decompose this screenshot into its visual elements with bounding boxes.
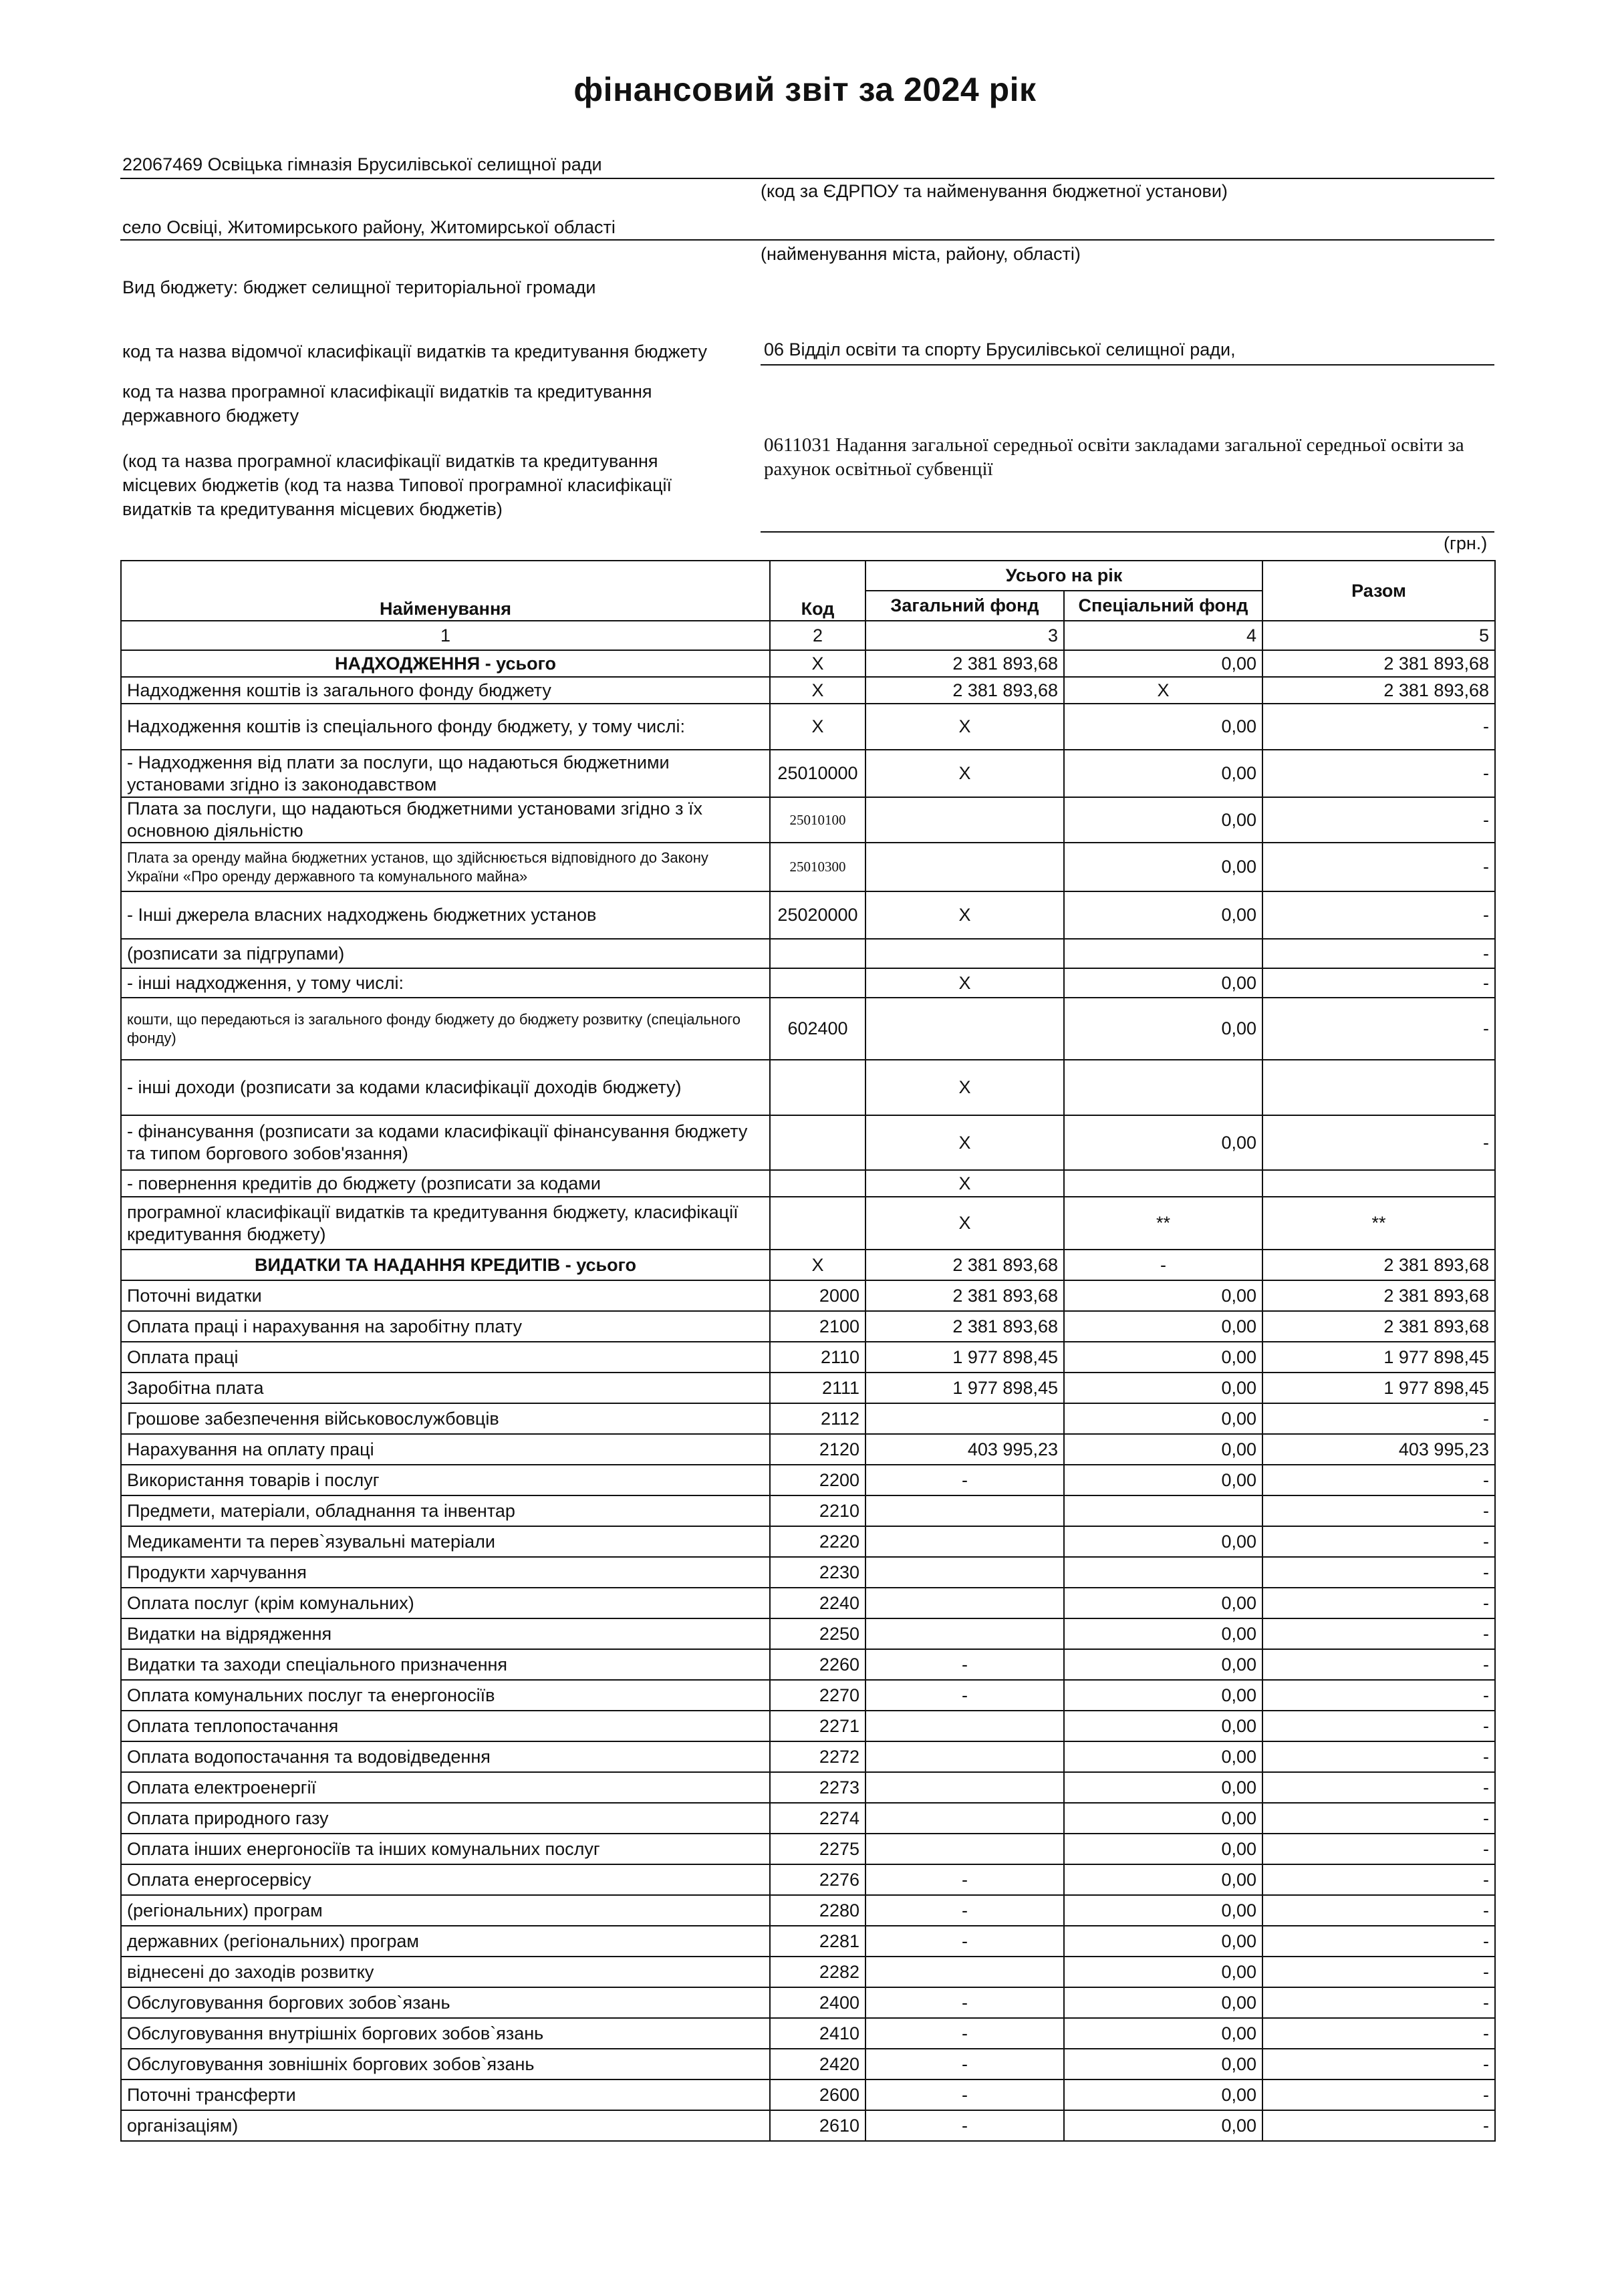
row-special-fund: 0,00 [1064,1680,1262,1711]
row-special-fund [1064,1170,1262,1197]
table-row [121,1060,1495,1115]
row-special-fund: ** [1064,1197,1262,1250]
table-row [121,1987,1495,2018]
row-special-fund: 0,00 [1064,1588,1262,1618]
row-total: 2 381 893,68 [1262,677,1495,704]
row-name: Грошове забезпечення військовослужбовців [121,1403,770,1434]
row-special-fund: 0,00 [1064,1741,1262,1772]
row-name: - Надходження від плати за послуги, що надаються бюджетними установами згідно із законодавством [121,750,770,797]
row-special-fund: 0,00 [1064,2110,1262,2141]
row-code: X [770,650,865,677]
row-general-fund: 2 381 893,68 [865,1250,1064,1280]
row-special-fund: 0,00 [1064,1403,1262,1434]
row-special-fund: 0,00 [1064,1280,1262,1311]
row-name: - інші доходи (розписати за кодами класифікації доходів бюджету) [121,1060,770,1115]
table-row [121,1465,1495,1495]
row-total: - [1262,1465,1495,1495]
table-header-row-top [121,561,1495,591]
row-code: X [770,1250,865,1280]
table-row [121,677,1495,704]
table-row [121,1711,1495,1741]
row-total: - [1262,1495,1495,1526]
row-general-fund [865,1526,1064,1557]
row-special-fund: 0,00 [1064,1465,1262,1495]
row-special-fund: 0,00 [1064,1342,1262,1373]
row-special-fund: 0,00 [1064,1834,1262,1864]
row-special-fund: 0,00 [1064,1311,1262,1342]
row-name: Предмети, матеріали, обладнання та інвентар [121,1495,770,1526]
table-row [121,1926,1495,1957]
row-total: 2 381 893,68 [1262,650,1495,677]
row-general-fund [865,1403,1064,1434]
row-general-fund: 2 381 893,68 [865,650,1064,677]
row-code [770,1197,865,1250]
table-row [121,939,1495,968]
table-row [121,1864,1495,1895]
row-total: - [1262,1588,1495,1618]
row-code: X [770,677,865,704]
row-total: - [1262,1957,1495,1987]
row-general-fund: - [865,1864,1064,1895]
row-code: 2220 [770,1526,865,1557]
row-code: 2111 [770,1373,865,1403]
table-row [121,998,1495,1060]
row-name: Видатки на відрядження [121,1618,770,1649]
row-general-fund: X [865,1115,1064,1170]
table-row [121,650,1495,677]
row-special-fund: 0,00 [1064,650,1262,677]
row-code: 2610 [770,2110,865,2141]
row-code [770,1170,865,1197]
row-total: - [1262,797,1495,843]
table-row [121,1311,1495,1342]
row-total: - [1262,891,1495,939]
row-special-fund: 0,00 [1064,1649,1262,1680]
table-row [121,1434,1495,1465]
table-row [121,1772,1495,1803]
table-row [121,750,1495,797]
row-general-fund: 2 381 893,68 [865,677,1064,704]
row-code: 25020000 [770,891,865,939]
program-classification-value: 0611031 Надання загальної середньої освіти закладами загальної середньої освіти за рахунок освітньої субвенції [764,434,1464,480]
row-name: державних (регіональних) програм [121,1926,770,1957]
row-general-fund: X [865,1060,1064,1115]
row-name: Продукти харчування [121,1557,770,1588]
row-name: кошти, що передаються із загального фонду бюджету до бюджету розвитку (спеціального фонду) [121,998,770,1060]
table-row [121,1342,1495,1373]
row-total: - [1262,750,1495,797]
row-special-fund [1064,1060,1262,1115]
row-code: 2210 [770,1495,865,1526]
row-code: 25010300 [770,843,865,891]
table-row [121,1170,1495,1197]
table-row [121,2079,1495,2110]
row-code: 2200 [770,1465,865,1495]
header-name: Найменування [121,561,770,621]
row-code [770,1060,865,1115]
row-general-fund [865,1588,1064,1618]
table-row [121,843,1495,891]
row-code: 2272 [770,1741,865,1772]
row-total: - [1262,2110,1495,2141]
row-name: Оплата водопостачання та водовідведення [121,1741,770,1772]
row-name: Надходження коштів із спеціального фонду бюджету, у тому числі: [121,704,770,750]
row-general-fund [865,1495,1064,1526]
row-general-fund [865,1711,1064,1741]
row-code: 2112 [770,1403,865,1434]
table-row [121,1557,1495,1588]
dept-underline [761,364,1494,366]
row-special-fund: 0,00 [1064,891,1262,939]
row-name: Оплата енергосервісу [121,1864,770,1895]
table-row [121,1250,1495,1280]
table-row [121,1526,1495,1557]
row-special-fund: 0,00 [1064,1957,1262,1987]
row-general-fund [865,1741,1064,1772]
row-total: - [1262,1618,1495,1649]
row-general-fund: - [865,2110,1064,2141]
row-general-fund: X [865,891,1064,939]
row-special-fund: 0,00 [1064,968,1262,998]
dept-classification-value: 06 Відділ освіти та спорту Брусилівської селищної ради, [764,339,1236,360]
row-name: (розписати за підгрупами) [121,939,770,968]
row-name: Оплата теплопостачання [121,1711,770,1741]
table-row [121,1618,1495,1649]
table-body [121,650,1495,2141]
row-total: - [1262,2018,1495,2049]
row-general-fund: X [865,968,1064,998]
row-code: 2276 [770,1864,865,1895]
row-special-fund: 0,00 [1064,1987,1262,2018]
row-general-fund: 1 977 898,45 [865,1342,1064,1373]
row-total: 2 381 893,68 [1262,1250,1495,1280]
row-name: Оплата природного газу [121,1803,770,1834]
header-general-fund: Загальний фонд [865,591,1064,621]
program-underline [761,531,1494,533]
row-code: 2230 [770,1557,865,1588]
row-special-fund: 0,00 [1064,1115,1262,1170]
row-general-fund [865,843,1064,891]
row-code [770,939,865,968]
row-code: 602400 [770,998,865,1060]
table-row [121,968,1495,998]
row-name: ВИДАТКИ ТА НАДАННЯ КРЕДИТІВ - усього [121,1250,770,1280]
row-code: 2400 [770,1987,865,2018]
row-general-fund: - [865,2018,1064,2049]
row-code: 2600 [770,2079,865,2110]
row-general-fund [865,1834,1064,1864]
row-name: Поточні трансферти [121,2079,770,2110]
row-code: 2274 [770,1803,865,1834]
row-name: Використання товарів і послуг [121,1465,770,1495]
row-general-fund [865,1772,1064,1803]
row-general-fund: - [865,1895,1064,1926]
row-name: Обслуговування боргових зобов`язань [121,1987,770,2018]
row-total: 1 977 898,45 [1262,1373,1495,1403]
row-code: 2260 [770,1649,865,1680]
row-total: - [1262,843,1495,891]
row-code: 2110 [770,1342,865,1373]
row-name: - Інші джерела власних надходжень бюджетних установ [121,891,770,939]
currency-unit: (грн.) [1444,533,1488,553]
table-row [121,1588,1495,1618]
row-name: Надходження коштів із загального фонду бюджету [121,677,770,704]
row-code: 2240 [770,1588,865,1618]
row-special-fund: 0,00 [1064,1772,1262,1803]
row-special-fund [1064,1557,1262,1588]
row-code: X [770,704,865,750]
table-row [121,1741,1495,1772]
row-code: 2281 [770,1926,865,1957]
row-code: 2282 [770,1957,865,1987]
row-total: - [1262,1649,1495,1680]
program-classification-label: код та назва програмної класифікації видатків та кредитування державного бюджету [122,382,652,426]
table-row [121,2018,1495,2049]
row-total: - [1262,2079,1495,2110]
table-row [121,891,1495,939]
row-total: - [1262,1557,1495,1588]
row-total: - [1262,998,1495,1060]
location-caption: (найменування міста, району, області) [761,244,1081,264]
row-name: Обслуговування зовнішніх боргових зобов`язань [121,2049,770,2079]
column-number: 2 [770,621,865,650]
row-general-fund [865,797,1064,843]
row-name: організаціям) [121,2110,770,2141]
institution-caption: (код за ЄДРПОУ та найменування бюджетної установи) [761,181,1228,201]
row-general-fund [865,1957,1064,1987]
local-program-classification-label: (код та назва програмної класифікації видатків та кредитування місцевих бюджетів (код та назва Типової програмної класифікації видатків та кредитування місцевих бюджетів) [122,451,672,519]
row-general-fund [865,939,1064,968]
row-code: 2420 [770,2049,865,2079]
row-total: - [1262,1895,1495,1926]
row-code: 25010100 [770,797,865,843]
table-row [121,797,1495,843]
row-general-fund [865,1557,1064,1588]
table-row [121,1834,1495,1864]
row-code [770,968,865,998]
table-row [121,1280,1495,1311]
table-row [121,1115,1495,1170]
header-code: Код [770,561,865,621]
table-row [121,2049,1495,2079]
row-special-fund: 0,00 [1064,1526,1262,1557]
table-row [121,2110,1495,2141]
location-underline [120,239,1494,241]
row-total: - [1262,1772,1495,1803]
row-total: 2 381 893,68 [1262,1311,1495,1342]
row-general-fund: - [865,2049,1064,2079]
row-general-fund [865,998,1064,1060]
row-special-fund: X [1064,677,1262,704]
row-special-fund: 0,00 [1064,2079,1262,2110]
financial-table [120,560,1496,2142]
row-name: Оплата інших енергоносіїв та інших комунальних послуг [121,1834,770,1864]
page-title: фінансовий звіт за 2024 рік [573,71,1037,108]
row-name: віднесені до заходів розвитку [121,1957,770,1987]
row-name: Плата за оренду майна бюджетних установ, що здійснюється відповідного до Закону України «Про оренду державного та комунального майна» [121,843,770,891]
row-total: - [1262,968,1495,998]
table-row [121,1495,1495,1526]
row-total [1262,1060,1495,1115]
row-name: Поточні видатки [121,1280,770,1311]
row-special-fund: 0,00 [1064,843,1262,891]
row-code: 2410 [770,2018,865,2049]
row-name: Медикаменти та перев`язувальні матеріали [121,1526,770,1557]
row-general-fund: 2 381 893,68 [865,1311,1064,1342]
row-code: 2120 [770,1434,865,1465]
row-code: 2270 [770,1680,865,1711]
row-code: 2280 [770,1895,865,1926]
row-special-fund: 0,00 [1064,2018,1262,2049]
row-general-fund: 403 995,23 [865,1434,1064,1465]
table-row [121,1403,1495,1434]
row-special-fund: 0,00 [1064,1434,1262,1465]
table-row [121,1680,1495,1711]
row-name: Оплата праці [121,1342,770,1373]
row-general-fund: 2 381 893,68 [865,1280,1064,1311]
row-special-fund: 0,00 [1064,1711,1262,1741]
row-general-fund: - [865,1465,1064,1495]
row-total: - [1262,1526,1495,1557]
row-total: - [1262,1864,1495,1895]
row-total: - [1262,1403,1495,1434]
dept-classification-label: код та назва відомчої класифікації видатків та кредитування бюджету [122,341,707,362]
row-general-fund: - [865,2079,1064,2110]
row-general-fund: X [865,704,1064,750]
institution-value: 22067469 Освіцька гімназія Брусилівської селищної ради [122,154,602,174]
row-general-fund [865,1618,1064,1649]
column-number-row [121,621,1495,650]
row-total: - [1262,1926,1495,1957]
row-name: Оплата праці і нарахування на заробітну плату [121,1311,770,1342]
row-total: - [1262,2049,1495,2079]
row-total: - [1262,1115,1495,1170]
row-general-fund: X [865,1197,1064,1250]
header-sum: Разом [1262,561,1495,621]
row-name: НАДХОДЖЕННЯ - усього [121,650,770,677]
budget-type: Вид бюджету: бюджет селищної територіальної громади [122,277,596,297]
row-name: програмної класифікації видатків та кредитування бюджету, класифікації кредитування бюджету) [121,1197,770,1250]
row-total: - [1262,1680,1495,1711]
row-name: Заробітна плата [121,1373,770,1403]
table-row [121,1649,1495,1680]
row-code: 25010000 [770,750,865,797]
row-special-fund: 0,00 [1064,1895,1262,1926]
row-code: 2250 [770,1618,865,1649]
table-row [121,704,1495,750]
row-total: - [1262,1834,1495,1864]
table-row [121,1197,1495,1250]
table-row [121,1895,1495,1926]
row-total: 403 995,23 [1262,1434,1495,1465]
row-code [770,1115,865,1170]
row-total: - [1262,1987,1495,2018]
row-code: 2100 [770,1311,865,1342]
row-general-fund: - [865,1649,1064,1680]
row-total: - [1262,1741,1495,1772]
row-general-fund: X [865,1170,1064,1197]
table-row [121,1373,1495,1403]
row-general-fund: - [865,1987,1064,2018]
row-name: Нарахування на оплату праці [121,1434,770,1465]
row-special-fund: 0,00 [1064,1926,1262,1957]
column-number: 4 [1064,621,1262,650]
row-special-fund: 0,00 [1064,1864,1262,1895]
header-total-year: Усього на рік [865,561,1262,591]
row-general-fund [865,1803,1064,1834]
row-total: - [1262,1803,1495,1834]
row-code: 2000 [770,1280,865,1311]
header-special-fund: Спеціальний фонд [1064,591,1262,621]
row-total [1262,1170,1495,1197]
column-number: 3 [865,621,1064,650]
row-code: 2273 [770,1772,865,1803]
table-row [121,1803,1495,1834]
row-special-fund: 0,00 [1064,797,1262,843]
row-special-fund [1064,1495,1262,1526]
row-special-fund: 0,00 [1064,998,1262,1060]
row-name: Плата за послуги, що надаються бюджетними установами згідно з їх основною діяльністю [121,797,770,843]
row-name: Оплата комунальних послуг та енергоносіїв [121,1680,770,1711]
table-row [121,1957,1495,1987]
row-special-fund: - [1064,1250,1262,1280]
row-name: (регіональних) програм [121,1895,770,1926]
row-special-fund: 0,00 [1064,704,1262,750]
row-general-fund: 1 977 898,45 [865,1373,1064,1403]
row-name: Обслуговування внутрішніх боргових зобов`язань [121,2018,770,2049]
row-total: 1 977 898,45 [1262,1342,1495,1373]
row-special-fund: 0,00 [1064,1803,1262,1834]
row-special-fund: 0,00 [1064,1618,1262,1649]
row-name: Оплата електроенергії [121,1772,770,1803]
row-total: - [1262,1711,1495,1741]
location-value: село Освіці, Житомирського району, Житомирської області [122,217,616,237]
row-general-fund: - [865,1680,1064,1711]
column-number: 1 [121,621,770,650]
row-name: - повернення кредитів до бюджету (розписати за кодами [121,1170,770,1197]
row-name: Оплата послуг (крім комунальних) [121,1588,770,1618]
row-special-fund: 0,00 [1064,1373,1262,1403]
row-general-fund: X [865,750,1064,797]
row-general-fund: - [865,1926,1064,1957]
row-code: 2271 [770,1711,865,1741]
row-special-fund: 0,00 [1064,2049,1262,2079]
column-number: 5 [1262,621,1495,650]
row-name: - інші надходження, у тому числі: [121,968,770,998]
row-total: ** [1262,1197,1495,1250]
row-name: - фінансування (розписати за кодами класифікації фінансування бюджету та типом боргового зобов'язання) [121,1115,770,1170]
row-total: - [1262,704,1495,750]
row-name: Видатки та заходи спеціального призначення [121,1649,770,1680]
row-total: - [1262,939,1495,968]
row-code: 2275 [770,1834,865,1864]
row-total: 2 381 893,68 [1262,1280,1495,1311]
row-special-fund: 0,00 [1064,750,1262,797]
row-special-fund [1064,939,1262,968]
